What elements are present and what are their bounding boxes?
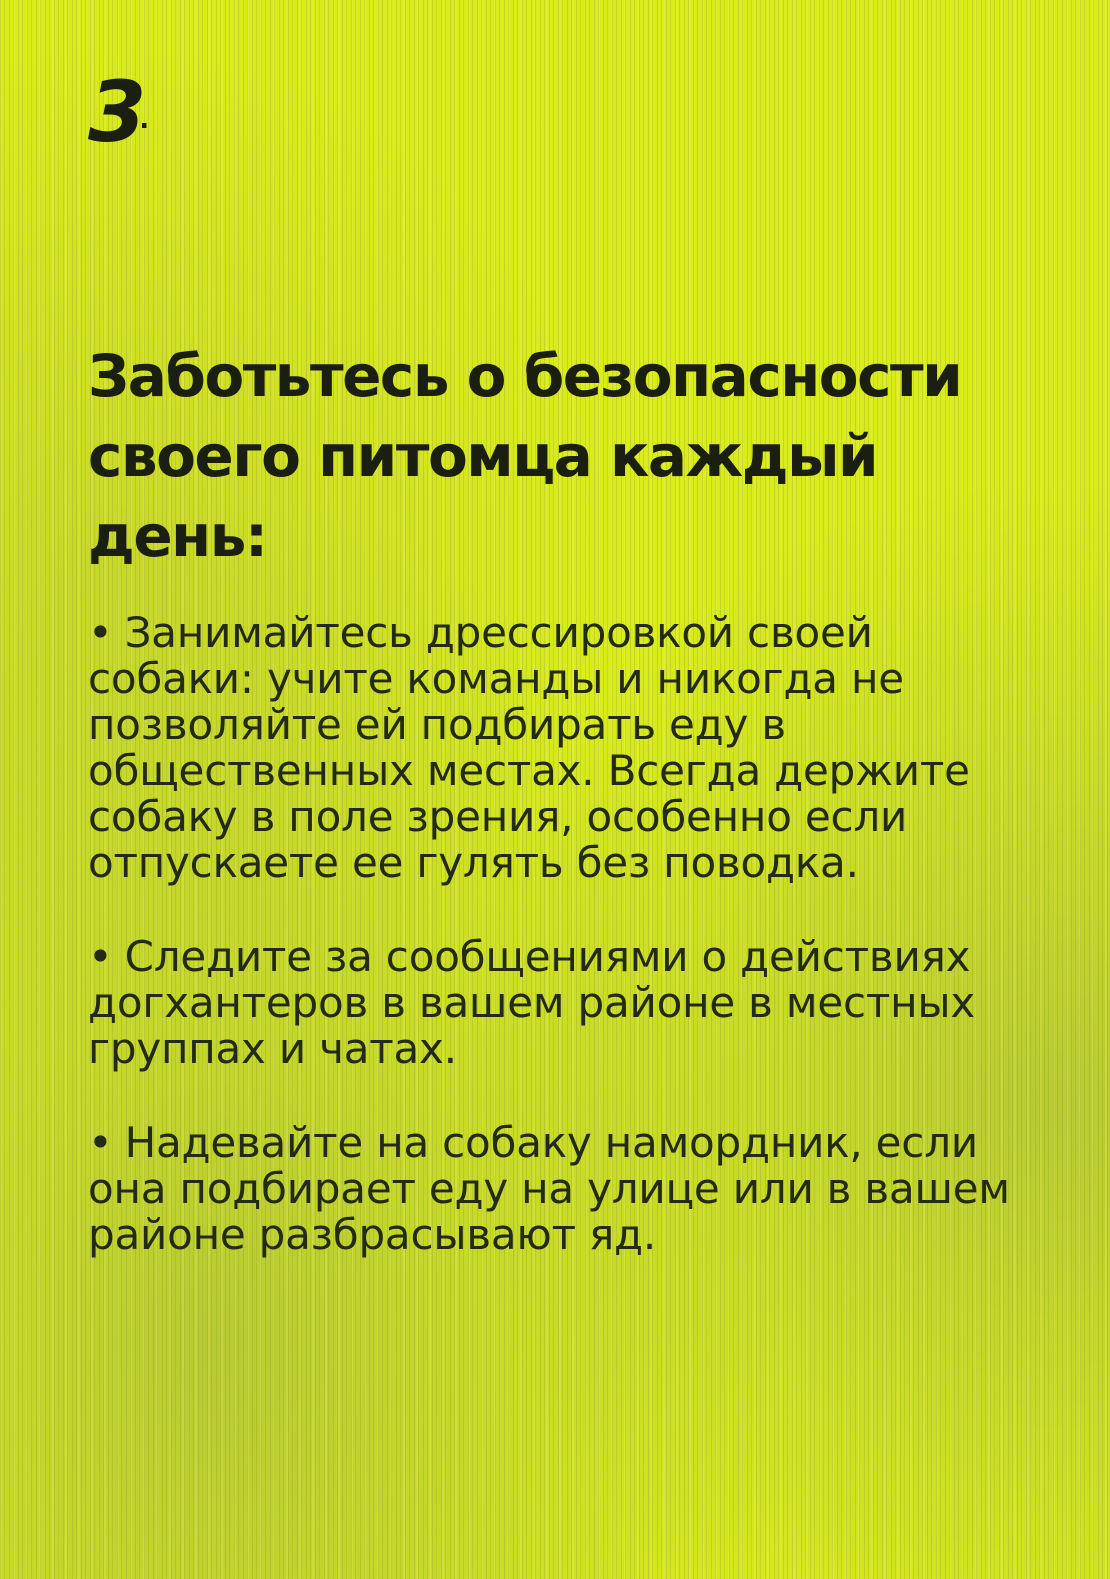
page-number: 3 [88,63,147,161]
bullet-item [88,934,1048,1072]
bullet-item [88,610,1048,886]
bullet-item [88,1120,1048,1258]
headline: Заботьтесь о безопасности своего питомца каждый день: [88,342,962,570]
bullet-text: Занимайтесь дрессировкой своей собаки: учите команды и никогда не позволяйте ей подбирать еду в общественных местах. Всегда держите собаку в поле зрения, особенно если отпускаете ее гулять без поводка. [88,608,970,887]
bullet-text: Следите за сообщениями о действиях догхантеров в вашем районе в местных группах и чатах. [88,932,976,1073]
bullet-list [88,610,1048,1306]
bullet-marker: • [88,932,113,981]
bullet-text: Надевайте на собаку намордник, если она подбирает еду на улице или в вашем районе разбрасывают яд. [88,1118,1010,1259]
bullet-marker: • [88,608,113,657]
bullet-marker: • [88,1118,113,1167]
